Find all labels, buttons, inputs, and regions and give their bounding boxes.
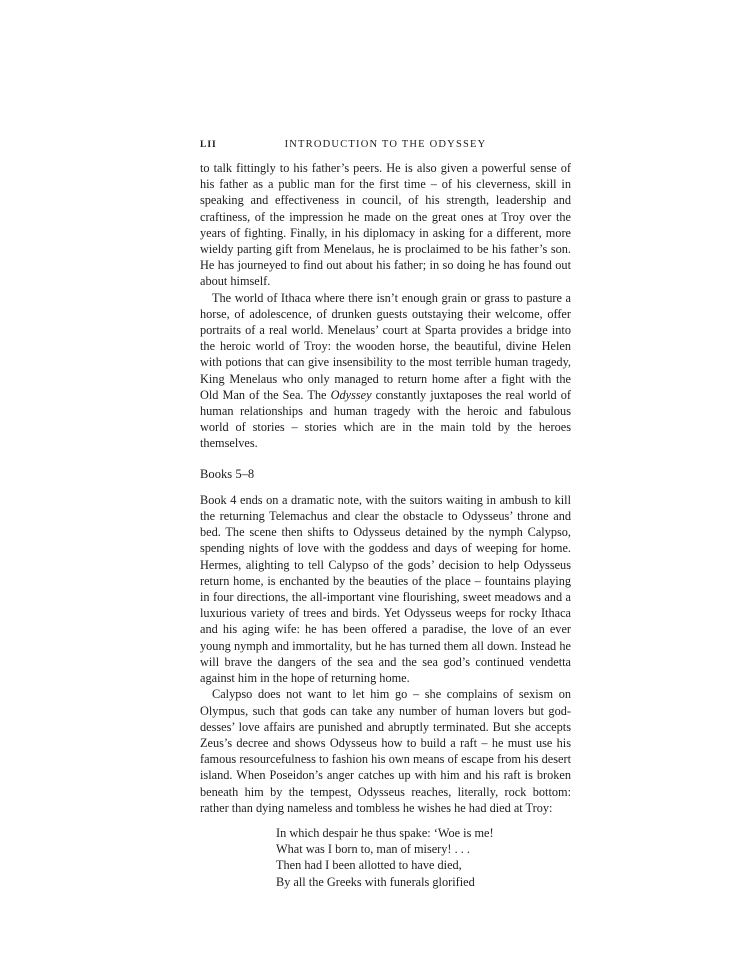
paragraph-ithaca-text-before: The world of Ithaca where there isn’t enough grain or grass to pasture a horse, of adolescence, of drunken guests outstaying their welcome, offer portraits of a real world. Menelaus’ court at Sparta provides a bridge into the heroic world of Troy: the wooden horse, the beautiful, divine Helen with potions that can give insensibility to the most terrible human tragedy, King Menelaus who only managed to return home after a fight with the Old Man of the Sea. The: [200, 290, 571, 402]
verse-line: By all the Greeks with funerals glorified: [276, 874, 475, 889]
paragraph-book-4: Book 4 ends on a dramatic note, with the suitors waiting in ambush to kill the returning Telemachus and clear the obstacle to Odysseus’ throne and bed. The scene then shifts to Odysseus detained by the nymph Calypso, spending nights of love with the goddess and days of weeping for home. Hermes, alighting to tell Calypso of the gods’ decision to help Odysseus return home, is enchanted by the beauties of the place – fountains playing in four directions, the all-important vine flourishing, sweet meadows and a luxurious variety of trees and birds. Yet Odysseus weeps for rocky Ithaca and his aging wife: he has been offered a paradise, the love of an ever young nymph and immortality, but he has turned them all down. Instead he will brave the dangers of the sea and the sea god’s continued vendetta against him in the hope of returning home.: [200, 492, 571, 686]
verse-quotation: [276, 825, 571, 890]
page-body: [200, 160, 571, 890]
paragraph-calypso: Calypso does not want to let him go – she complains of sexism on Olympus, such that gods can take any number of human lovers but goddesses’ love affairs are punished and abruptly terminated. But she accepts Zeus’s decree and shows Odysseus how to build a raft – he must use his famous resourcefulness to fashion his own means of escape from his desert island. When Poseidon’s anger catches up with him and his raft is broken beneath him by the tempest, Odysseus reaches, literally, rock bottom: rather than dying nameless and tombless he wishes he had died at Troy:: [200, 687, 571, 815]
running-head: INTRODUCTION TO THE ODYSSEY: [284, 139, 487, 150]
verse-line: In which despair he thus spake: ‘Woe is me!: [276, 825, 494, 840]
paragraph-ithaca-italic-title: Odyssey: [330, 387, 372, 402]
paragraph-ithaca-text-after: constantly juxtaposes the real world of human relationships and human tragedy with the heroic and fabulous world of stories – stories which are in the main told by the heroes themselves.: [200, 387, 571, 451]
page-number: LII: [200, 140, 217, 150]
verse-line: What was I born to, man of misery! . . .: [276, 842, 470, 857]
paragraph-ithaca: [200, 290, 571, 452]
verse-line: Then had I been allotted to have died,: [276, 858, 462, 873]
section-heading: Books 5–8: [200, 466, 255, 481]
paragraph-telemachus: to talk fittingly to his father’s peers. He is also given a powerful sense of his father as a public man for the first time – of his cleverness, skill in speaking and effectiveness in council, of his strength, leadership and craftiness, of the impression he made on the great ones at Troy over the years of fighting. Finally, in his diplomacy in asking for a different, more wieldy parting gift from Menelaus, he is proclaimed to be his father’s son. He has journeyed to find out about his father; in so doing he has found out about himself.: [200, 161, 571, 289]
